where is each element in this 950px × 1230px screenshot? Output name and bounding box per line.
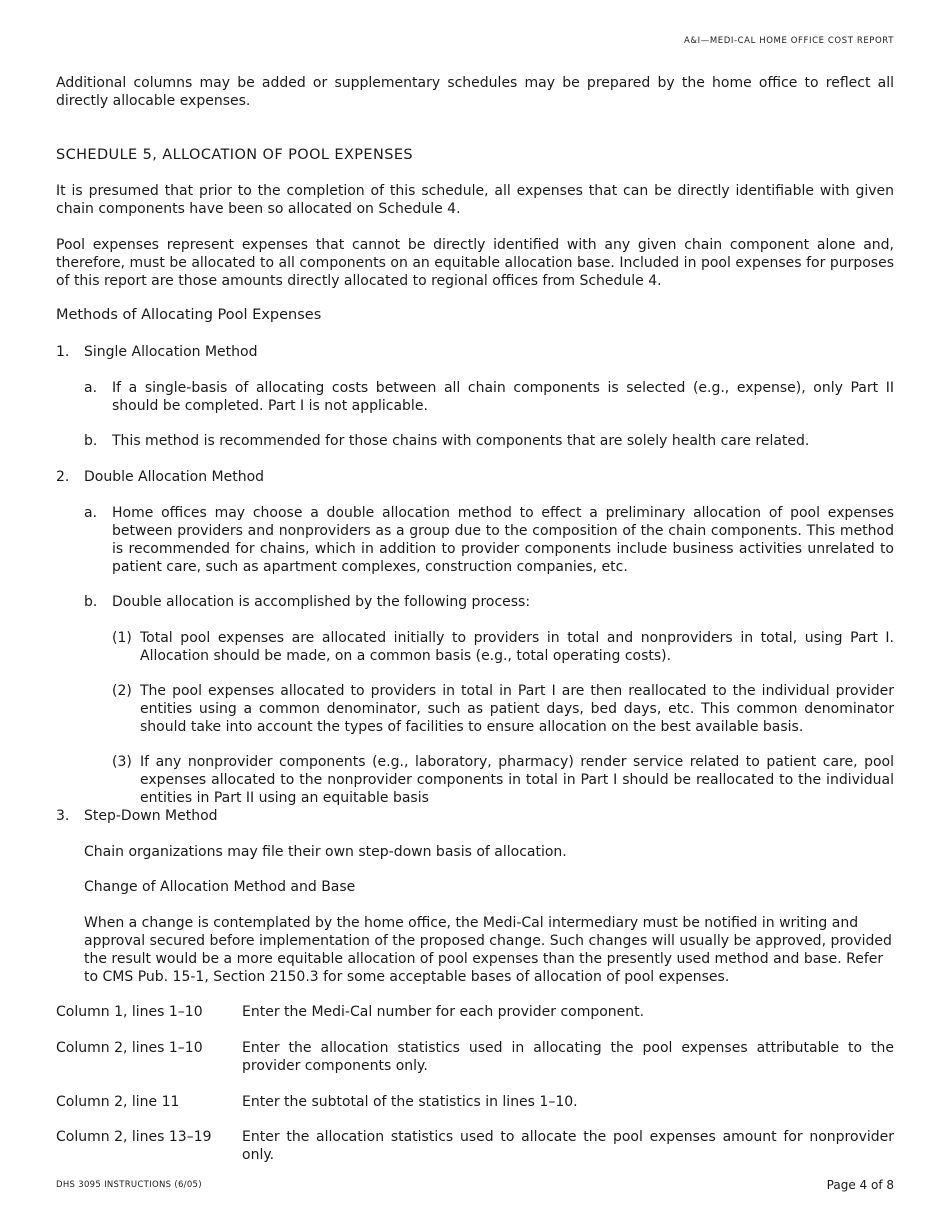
column-label: Column 2, lines 1–10 bbox=[56, 1040, 203, 1056]
process-3-text: If any nonprovider components (e.g., laboratory, pharmacy) render service related to patient care, pool expenses allocated to the nonprovider components in total in Part I should be reallocated to the individual entities in Part II using an equitable basis bbox=[140, 754, 894, 806]
page-number: Page 4 of 8 bbox=[826, 1178, 894, 1192]
method1-b-text: This method is recommended for those chains with components that are solely health care related. bbox=[112, 433, 810, 449]
method1-title: Single Allocation Method bbox=[84, 344, 258, 360]
column-instruction: Enter the Medi-Cal number for each provider component. bbox=[242, 1004, 645, 1020]
change-text: When a change is contemplated by the home office, the Medi-Cal intermediary must be notified in writing and approval secured before implementation of the proposed change. Such changes will usually be approved, provided the result would be a more equitable allocation of pool expenses than the presently used method and base. Refer to CMS Pub. 15-1, Section 2150.3 for some acceptable bases of allocation of pool expenses. bbox=[84, 915, 892, 985]
column-label: Column 1, lines 1–10 bbox=[56, 1004, 203, 1020]
column-instruction: Enter the allocation statistics used to allocate the pool expenses amount for nonprovider only. bbox=[242, 1129, 894, 1163]
method2-a-label: a. bbox=[84, 505, 98, 521]
intro-paragraph: Additional columns may be added or supplementary schedules may be prepared by the home office to reflect all directly allocable expenses. bbox=[56, 75, 894, 109]
column-label: Column 2, line 11 bbox=[56, 1094, 180, 1110]
running-header: A&I—MEDI-CAL HOME OFFICE COST REPORT bbox=[683, 36, 894, 46]
change-heading: Change of Allocation Method and Base bbox=[84, 879, 356, 895]
process-3-label: (3) bbox=[112, 754, 132, 770]
method3-text: Chain organizations may file their own step-down basis of allocation. bbox=[84, 844, 567, 860]
column-instruction: Enter the subtotal of the statistics in lines 1–10. bbox=[242, 1094, 578, 1110]
process-2-label: (2) bbox=[112, 683, 132, 699]
method1-a-text: If a single-basis of allocating costs between all chain components is selected (e.g., expense), only Part II should be completed. Part I is not applicable. bbox=[112, 380, 894, 414]
form-number: DHS 3095 INSTRUCTIONS (6/05) bbox=[56, 1180, 202, 1190]
method3-number: 3. bbox=[56, 808, 70, 824]
paragraph-presumption: It is presumed that prior to the completion of this schedule, all expenses that can be directly identifiable with given chain components have been so allocated on Schedule 4. bbox=[56, 183, 894, 217]
paragraph-pool-expenses: Pool expenses represent expenses that cannot be directly identified with any given chain component alone and, therefore, must be allocated to all components on an equitable allocation base. Included in pool expenses for purposes of this report are those amounts directly allocated to regional offices from Schedule 4. bbox=[56, 237, 894, 289]
method1-a-label: a. bbox=[84, 380, 98, 396]
method1-number: 1. bbox=[56, 344, 70, 360]
method2-number: 2. bbox=[56, 469, 70, 485]
method2-b-text: Double allocation is accomplished by the following process: bbox=[112, 594, 531, 610]
column-label: Column 2, lines 13–19 bbox=[56, 1129, 212, 1145]
process-1-label: (1) bbox=[112, 630, 132, 646]
method1-b-label: b. bbox=[84, 433, 98, 449]
section-title: SCHEDULE 5, ALLOCATION OF POOL EXPENSES bbox=[56, 147, 413, 163]
method3-title: Step-Down Method bbox=[84, 808, 218, 824]
methods-heading: Methods of Allocating Pool Expenses bbox=[56, 307, 322, 323]
column-instruction: Enter the allocation statistics used in allocating the pool expenses attributable to the provider components only. bbox=[242, 1040, 894, 1074]
method2-title: Double Allocation Method bbox=[84, 469, 265, 485]
process-2-text: The pool expenses allocated to providers in total in Part I are then reallocated to the individual provider entities using a common denominator, such as patient days, bed days, etc. This common denominator should take into account the types of facilities to ensure allocation on the best available basis. bbox=[140, 683, 894, 735]
process-1-text: Total pool expenses are allocated initially to providers in total and nonproviders in total, using Part I. Allocation should be made, on a common basis (e.g., total operating costs). bbox=[140, 630, 894, 664]
method2-a-text: Home offices may choose a double allocation method to effect a preliminary allocation of pool expenses between providers and nonproviders as a group due to the composition of the chain components. This method is recommended for chains, which in addition to provider components include business activities unrelated to patient care, such as apartment complexes, construction companies, etc. bbox=[112, 505, 894, 575]
method2-b-label: b. bbox=[84, 594, 98, 610]
